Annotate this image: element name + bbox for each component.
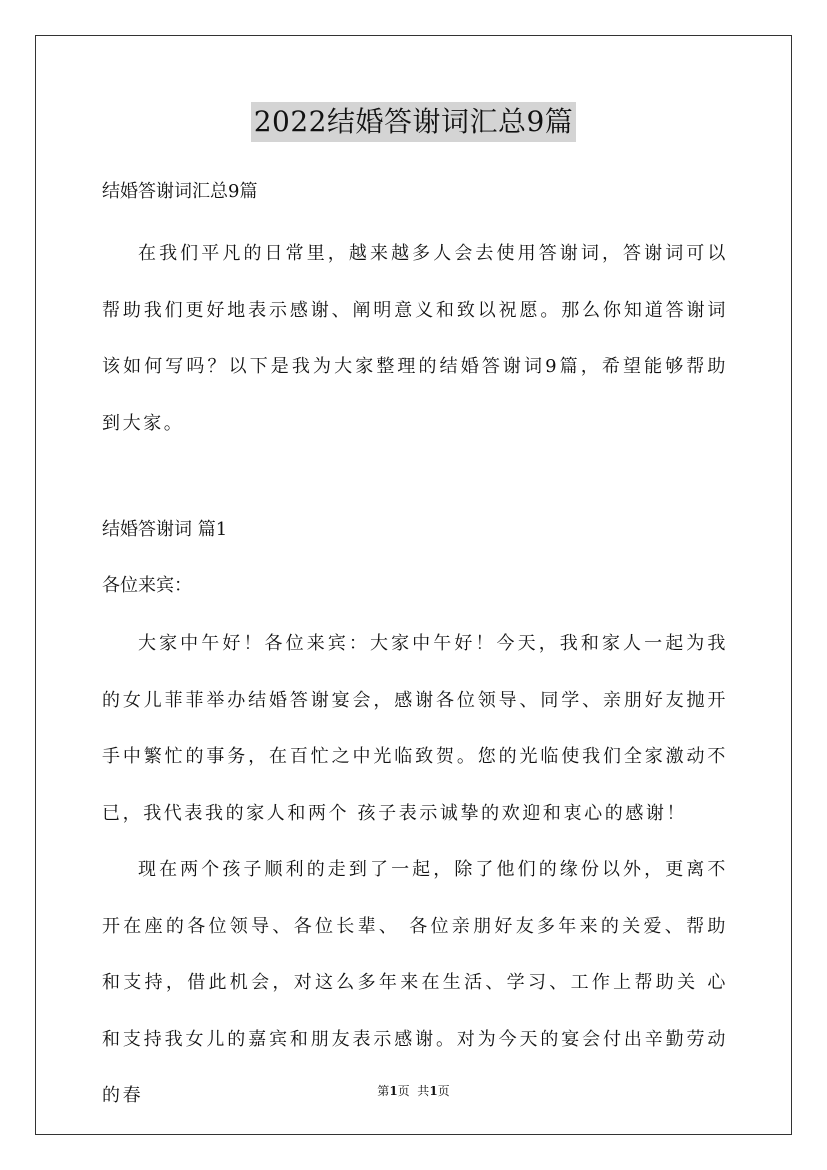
- document-title: 2022结婚答谢词汇总9篇: [251, 102, 577, 142]
- section-heading: 结婚答谢词 篇1: [102, 519, 228, 540]
- footer-suffix: 页: [437, 1084, 450, 1098]
- salutation: 各位来宾：: [102, 575, 192, 596]
- current-page-number: 1: [389, 1084, 398, 1098]
- page-footer: [0, 1082, 827, 1100]
- document-body: [102, 172, 728, 1125]
- title-container: [0, 102, 827, 142]
- intro-paragraph: 在我们平凡的日常里，越来越多人会去使用答谢词，答谢词可以帮助我们更好地表示感谢、阐明意义和致以祝愿。那么你知道答谢词该如何写吗？以下是我为大家整理的结婚答谢词9篇，希望能够帮助到大家。: [102, 243, 728, 434]
- total-page-number: 1: [429, 1084, 438, 1098]
- footer-mid: 页 共: [397, 1084, 430, 1098]
- body-paragraph: 大家中午好！各位来宾：大家中午好！今天，我和家人一起为我的女儿菲菲举办结婚答谢宴会，感谢各位领导、同学、亲朋好友抛开手中繁忙的事务，在百忙之中光临致贺。您的光临使我们全家激动不已，我代表我的家人和两个 孩子表示诚挚的欢迎和衷心的感谢！: [102, 633, 728, 824]
- footer-prefix: 第: [377, 1084, 390, 1098]
- document-subtitle: 结婚答谢词汇总9篇: [102, 181, 258, 202]
- body-paragraph: 现在两个孩子顺利的走到了一起，除了他们的缘份以外，更离不开在座的各位领导、各位长辈、 各位亲朋好友多年来的关爱、帮助和支持，借此机会，对这么多年来在生活、学习、工作上帮助关 心和支持我女儿的嘉宾和朋友表示感谢。对为今天的宴会付出辛勤劳动的春: [102, 859, 728, 1106]
